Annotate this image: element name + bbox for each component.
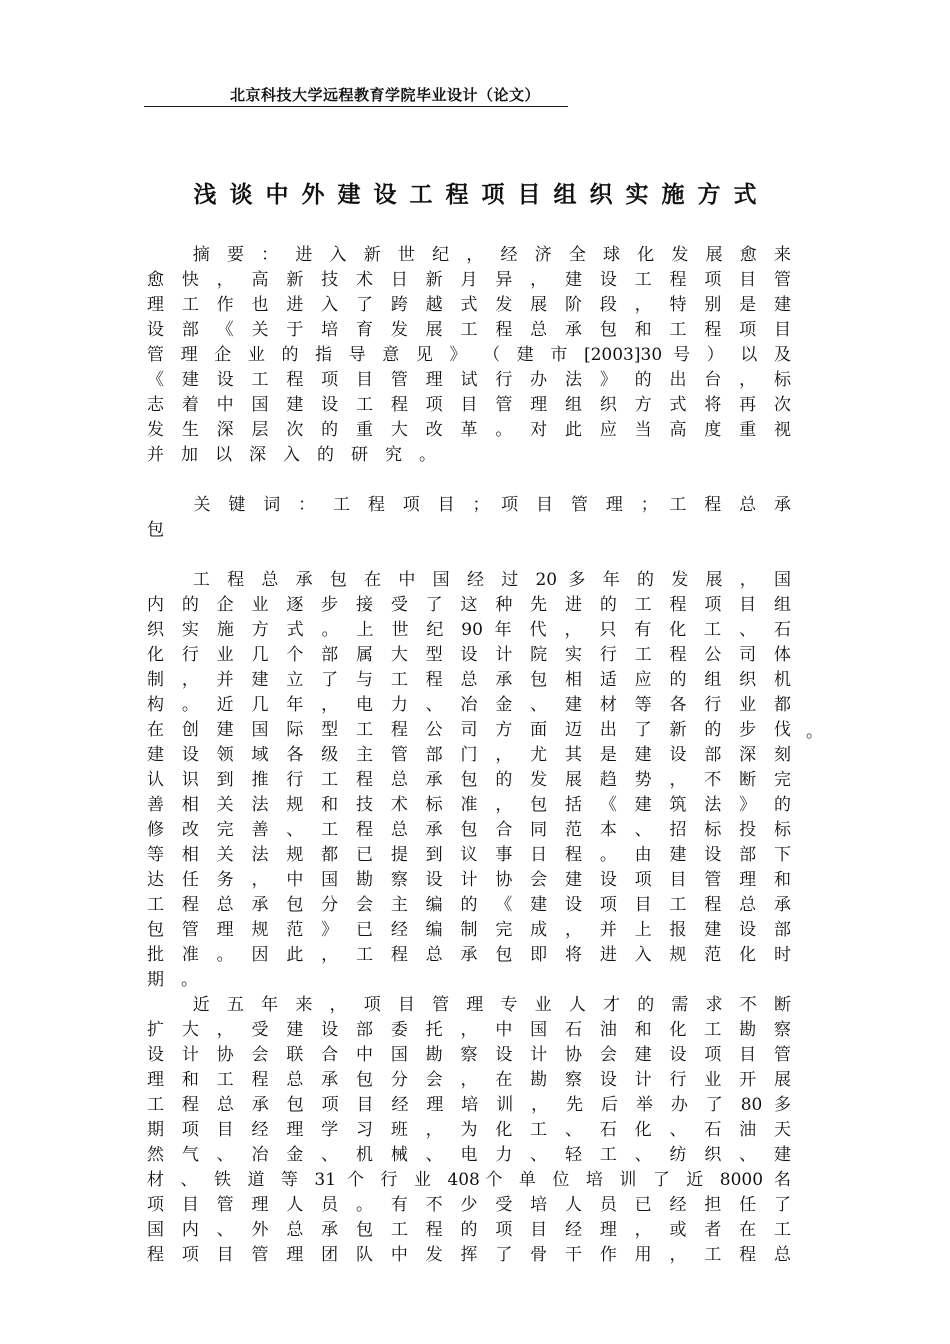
text-line: 包: [147, 520, 181, 540]
text-line: 修 改 完 善 、 工 程 总 承 包 合 同 范 本 、 招 标 投 标: [147, 820, 791, 840]
text-line: 设 部 《 关 于 培 育 发 展 工 程 总 承 包 和 工 程 项 目: [147, 320, 791, 340]
text-line: 摘 要 ： 进 入 新 世 纪 ， 经 济 全 球 化 发 展 愈 来: [147, 245, 791, 265]
text-line: 构 。 近 几 年 ， 电 力 、 冶 金 、 建 材 等 各 行 业 都: [147, 695, 791, 715]
text-line: 国 内 、 外 总 承 包 工 程 的 项 目 经 理 ， 或 者 在 工: [147, 1220, 791, 1240]
text-line: 认 识 到 推 行 工 程 总 承 包 的 发 展 趋 势 ， 不 断 完: [147, 770, 791, 790]
stray-punctuation: 。: [806, 722, 823, 742]
text-line: 发 生 深 层 次 的 重 大 改 革 。 对 此 应 当 高 度 重 视: [147, 420, 791, 440]
text-line: 工 程 总 承 包 项 目 经 理 培 训 ， 先 后 举 办 了 80 多: [147, 1095, 791, 1115]
text-line: 等 相 关 法 规 都 已 提 到 议 事 日 程 。 由 建 设 部 下: [147, 845, 791, 865]
text-line: 志 着 中 国 建 设 工 程 项 目 管 理 组 织 方 式 将 再 次: [147, 395, 791, 415]
header-text: 北京科技大学远程教育学院毕业设计（论文）: [230, 86, 541, 104]
text-line: 期 项 目 经 理 学 习 班 ， 为 化 工 、 石 化 、 石 油 天: [147, 1120, 791, 1140]
text-line: 理 和 工 程 总 承 包 分 会 ， 在 勘 察 设 计 行 业 开 展: [147, 1070, 791, 1090]
text-line: 化 行 业 几 个 部 属 大 型 设 计 院 实 行 工 程 公 司 体: [147, 645, 791, 665]
text-line: 期。: [147, 970, 215, 990]
text-line: 内 的 企 业 逐 步 接 受 了 这 种 先 进 的 工 程 项 目 组: [147, 595, 791, 615]
text-line: 理 工 作 也 进 入 了 跨 越 式 发 展 阶 段 ， 特 别 是 建: [147, 295, 791, 315]
text-line: 设 计 协 会 联 合 中 国 勘 察 设 计 协 会 建 设 项 目 管: [147, 1045, 791, 1065]
text-line: 工 程 总 承 包 在 中 国 经 过 20 多 年 的 发 展 ， 国: [147, 570, 791, 590]
page-header: [144, 84, 568, 107]
text-line: 愈 快 ， 高 新 技 术 日 新 月 异 ， 建 设 工 程 项 目 管: [147, 270, 791, 290]
text-line: 工 程 总 承 包 分 会 主 编 的 《 建 设 项 目 工 程 总 承: [147, 895, 791, 915]
text-line: 织 实 施 方 式 。 上 世 纪 90 年 代 ， 只 有 化 工 、 石: [147, 620, 791, 640]
text-line: 近 五 年 来 ， 项 目 管 理 专 业 人 才 的 需 求 不 断: [147, 995, 791, 1015]
text-line: 建 设 领 域 各 级 主 管 部 门 ， 尤 其 是 建 设 部 深 刻: [147, 745, 791, 765]
text-line: 批 准 。 因 此 ， 工 程 总 承 包 即 将 进 入 规 范 化 时: [147, 945, 791, 965]
text-line: 然 气 、 冶 金 、 机 械 、 电 力 、 轻 工 、 纺 织 、 建: [147, 1145, 791, 1165]
text-line: 制 ， 并 建 立 了 与 工 程 总 承 包 相 适 应 的 组 织 机: [147, 670, 791, 690]
text-line: 关 键 词 ： 工 程 项 目 ； 项 目 管 理 ； 工 程 总 承: [147, 495, 791, 515]
text-line: 《 建 设 工 程 项 目 管 理 试 行 办 法 》 的 出 台 ， 标: [147, 370, 791, 390]
text-line: 管 理 企 业 的 指 导 意 见 》 （ 建 市 [2003]30 号 ） 以 及: [147, 345, 791, 365]
text-line: 在 创 建 国 际 型 工 程 公 司 方 面 迈 出 了 新 的 步 伐: [147, 720, 791, 740]
text-line: 达 任 务 ， 中 国 勘 察 设 计 协 会 建 设 项 目 管 理 和: [147, 870, 791, 890]
text-line: 并加以深入的研究。: [147, 445, 453, 465]
text-line: 程 项 目 管 理 团 队 中 发 挥 了 骨 干 作 用 ， 工 程 总: [147, 1245, 791, 1265]
text-line: 善 相 关 法 规 和 技 术 标 准 ， 包 括 《 建 筑 法 》 的: [147, 795, 791, 815]
text-line: 包 管 理 规 范 》 已 经 编 制 完 成 ， 并 上 报 建 设 部: [147, 920, 791, 940]
text-line: 材 、 铁 道 等 31 个 行 业 408个 单 位 培 训 了 近 8000 名: [147, 1170, 791, 1190]
document-title: 浅谈中外建设工程项目组织实施方式: [193, 182, 770, 208]
text-line: 扩 大 ， 受 建 设 部 委 托 ， 中 国 石 油 和 化 工 勘 察: [147, 1020, 791, 1040]
text-line: 项 目 管 理 人 员 。 有 不 少 受 培 人 员 已 经 担 任 了: [147, 1195, 791, 1215]
